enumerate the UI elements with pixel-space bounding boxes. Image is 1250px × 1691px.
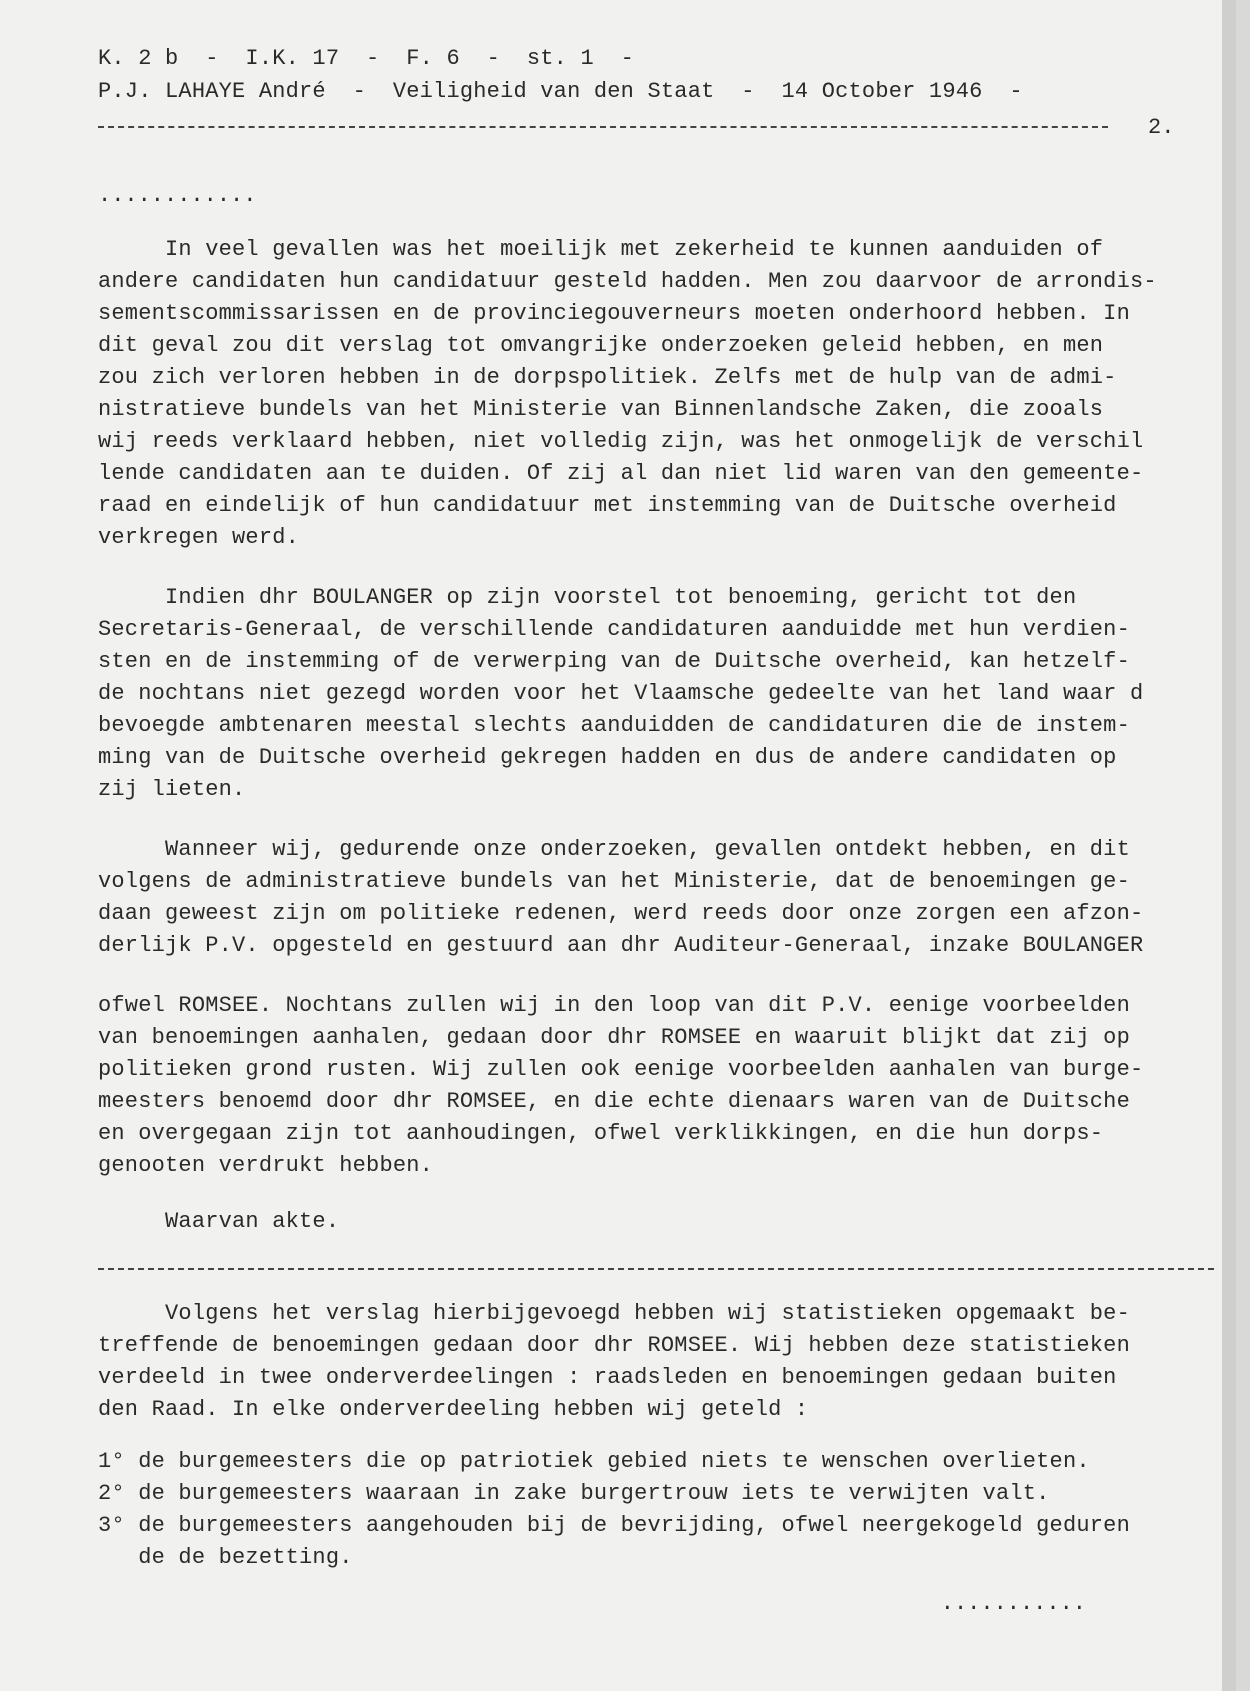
paragraph-line: treffende de benoemingen gedaan door dhr ROMSEE. Wij hebben deze statistieken	[98, 1333, 1130, 1358]
paragraph-line: de nochtans niet gezegd worden voor het Vlaamsche gedeelte van het land waar d	[98, 681, 1144, 706]
paragraph-line: nistratieve bundels van het Ministerie van Binnenlandsche Zaken, die zooals	[98, 397, 1104, 422]
paragraph-line: sten en de instemming of de verwerping van de Duitsche overheid, kan hetzelf-	[98, 649, 1130, 674]
paragraph-line: In veel gevallen was het moeilijk met zekerheid te kunnen aanduiden of	[98, 237, 1104, 262]
paragraph-line: Wanneer wij, gedurende onze onderzoeken, gevallen ontdekt hebben, en dit	[98, 837, 1130, 862]
paragraph-3	[98, 834, 1196, 962]
paragraph-line: van benoemingen aanhalen, gedaan door dhr ROMSEE en waaruit blijkt dat zij op	[98, 1025, 1130, 1050]
header-dashed-rule	[98, 126, 1108, 128]
list-item: 2° de burgemeesters waaraan in zake burgertrouw iets te verwijten valt.	[98, 1481, 1050, 1506]
paragraph-line: andere candidaten hun candidatuur gesteld hadden. Men zou daarvoor de arrondis-	[98, 269, 1157, 294]
paragraph-line: lende candidaten aan te duiden. Of zij al dan niet lid waren van den gemeente-	[98, 461, 1144, 486]
statistics-list	[98, 1446, 1196, 1574]
paragraph-line: Indien dhr BOULANGER op zijn voorstel tot benoeming, gericht tot den	[98, 585, 1077, 610]
header-reference-line: K. 2 b - I.K. 17 - F. 6 - st. 1 -	[98, 46, 635, 71]
list-item: de de bezetting.	[98, 1545, 353, 1570]
paragraph-line: verdeeld in twee onderverdeelingen : raadsleden en benoemingen gedaan buiten	[98, 1365, 1117, 1390]
paragraph-line: derlijk P.V. opgesteld en gestuurd aan dhr Auditeur-Generaal, inzake BOULANGER	[98, 933, 1144, 958]
header-rule-row	[98, 110, 1196, 144]
paragraph-2	[98, 582, 1196, 806]
paragraph-line: ming van de Duitsche overheid gekregen hadden en dus de andere candidaten op	[98, 745, 1117, 770]
paragraph-line: zou zich verloren hebben in de dorpspolitiek. Zelfs met de hulp van de admi-	[98, 365, 1117, 390]
continuation-dots-end: ...........	[940, 1591, 1086, 1616]
paragraph-line: dit geval zou dit verslag tot omvangrijke onderzoeken geleid hebben, en men	[98, 333, 1104, 358]
section-dashed-rule	[98, 1268, 1214, 1270]
continuation-dots-start: ............	[98, 183, 257, 208]
paragraph-line: sementscommissarissen en de provinciegouverneurs moeten onderhoord hebben. In	[98, 301, 1130, 326]
paragraph-line: volgens de administratieve bundels van het Ministerie, dat de benoemingen ge-	[98, 869, 1130, 894]
paragraph-line: meesters benoemd door dhr ROMSEE, en die echte dienaars waren van de Duitsche	[98, 1089, 1130, 1114]
paragraph-line: zij lieten.	[98, 777, 246, 802]
paragraph-4	[98, 990, 1196, 1182]
paragraph-line: genooten verdrukt hebben.	[98, 1153, 434, 1178]
paragraph-line: bevoegde ambtenaren meestal slechts aanduidden de candidaturen die de instem-	[98, 713, 1130, 738]
paragraph-line: ofwel ROMSEE. Nochtans zullen wij in den loop van dit P.V. eenige voorbeelden	[98, 993, 1130, 1018]
paragraph-line: wij reeds verklaard hebben, niet volledig zijn, was het onmogelijk de verschil	[98, 429, 1144, 454]
page-number: 2.	[1148, 114, 1175, 140]
list-item: 1° de burgemeesters die op patriotiek gebied niets te wenschen overlieten.	[98, 1449, 1090, 1474]
paragraph-line: Secretaris-Generaal, de verschillende candidaturen aanduidde met hun verdien-	[98, 617, 1130, 642]
paragraph-line: verkregen werd.	[98, 525, 300, 550]
paragraph-line: den Raad. In elke onderverdeeling hebben wij geteld :	[98, 1397, 809, 1422]
paragraph-line: daan geweest zijn om politieke redenen, werd reeds door onze zorgen een afzon-	[98, 901, 1144, 926]
header-subject-line: P.J. LAHAYE André - Veiligheid van den Staat - 14 October 1946 -	[98, 79, 1023, 104]
page-edge	[1222, 0, 1236, 1691]
statistics-paragraph	[98, 1298, 1196, 1426]
closing-statement: Waarvan akte.	[98, 1209, 340, 1234]
paragraph-line: politieken grond rusten. Wij zullen ook eenige voorbeelden aanhalen van burge-	[98, 1057, 1144, 1082]
paragraph-line: raad en eindelijk of hun candidatuur met instemming van de Duitsche overheid	[98, 493, 1117, 518]
paragraph-line: en overgegaan zijn tot aanhoudingen, ofwel verklikkingen, en die hun dorps-	[98, 1121, 1104, 1146]
list-item: 3° de burgemeesters aangehouden bij de bevrijding, ofwel neergekogeld geduren	[98, 1513, 1130, 1538]
paragraph-1	[98, 234, 1196, 554]
paragraph-line: Volgens het verslag hierbijgevoegd hebben wij statistieken opgemaakt be-	[98, 1301, 1130, 1326]
